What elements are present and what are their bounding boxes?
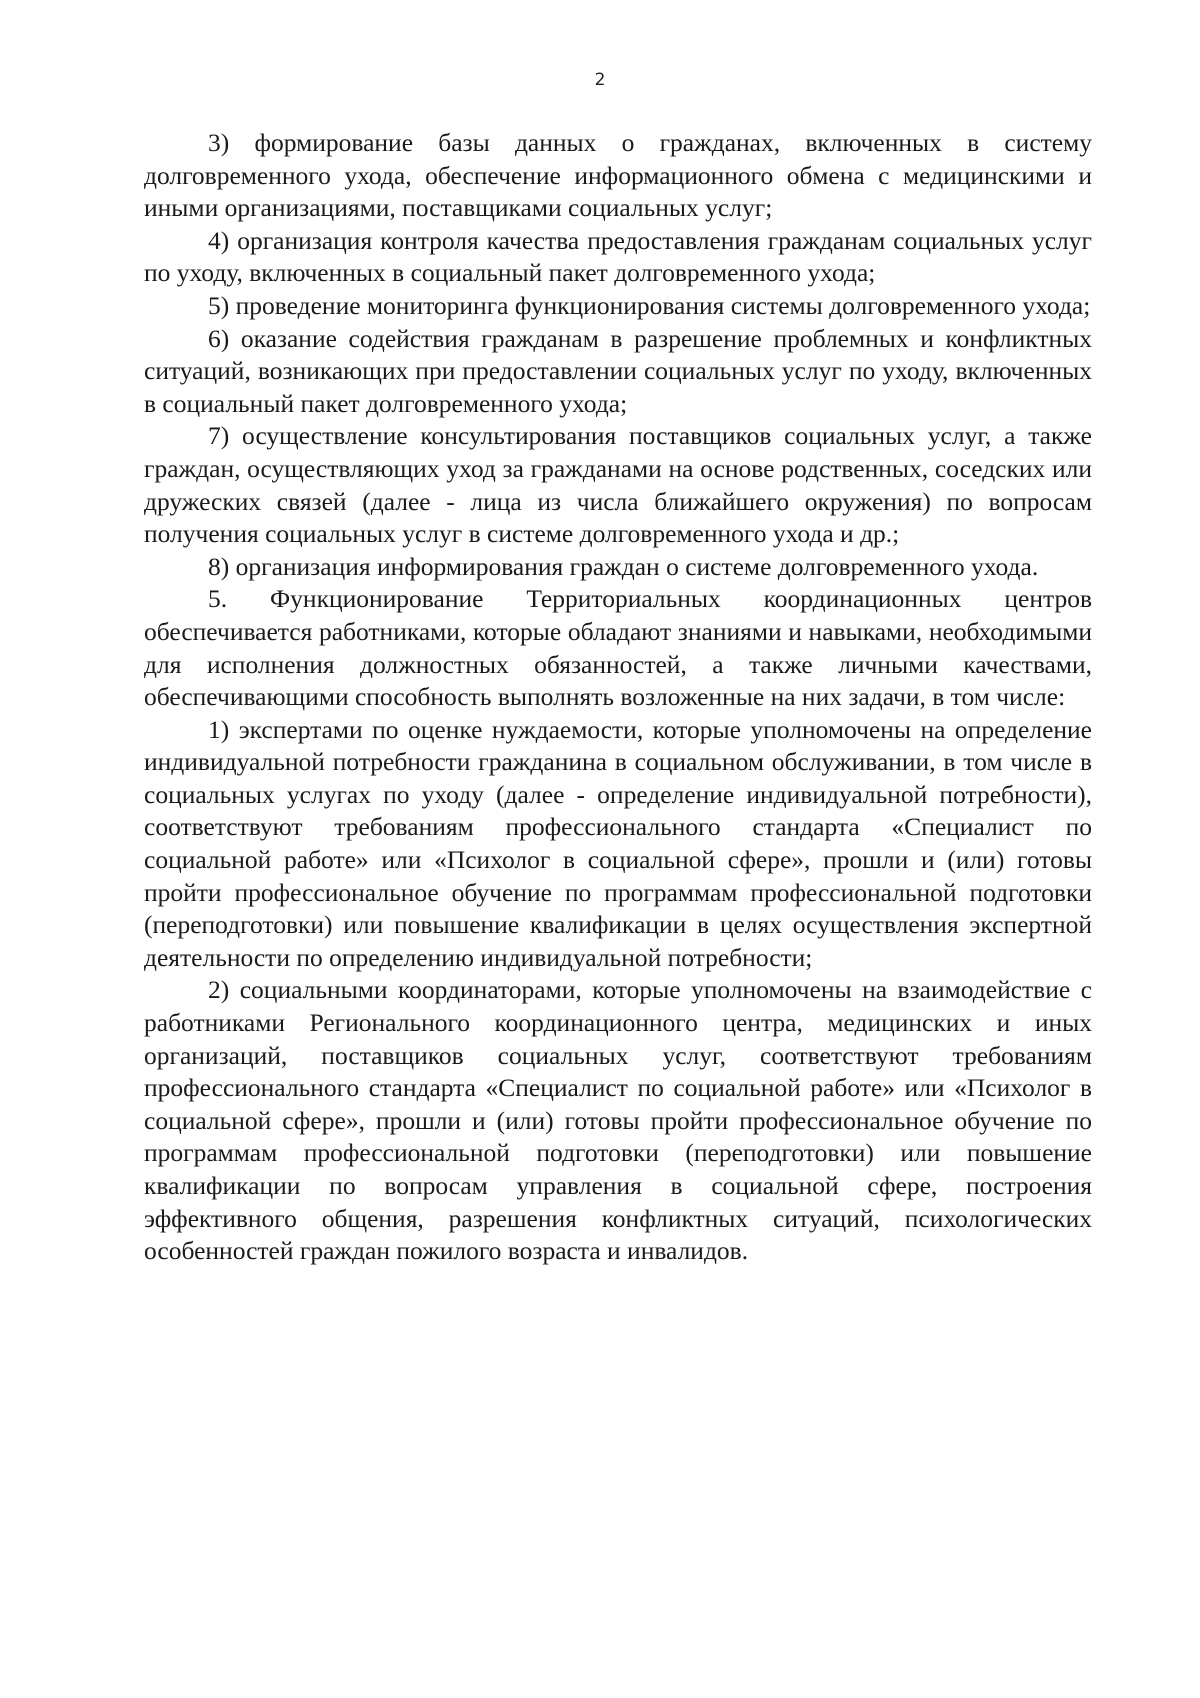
document-body	[144, 127, 1092, 1268]
paragraph-item-4: 4) организация контроля качества предоставления гражданам социальных услуг по уходу, включенных в социальный пакет долговременного ухода;	[144, 225, 1092, 288]
paragraph-item-7: 7) осуществление консультирования поставщиков социальных услуг, а также граждан, осуществляющих уход за гражданами на основе родственных, соседских или дружеских связей (далее - лица из числа ближайшего окружения) по вопросам получения социальных услуг в системе долговременного ухода и др.;	[144, 421, 1092, 549]
paragraph-item-6: 6) оказание содействия гражданам в разрешение проблемных и конфликтных ситуаций, возникающих при предоставлении социальных услуг по уходу, включенных в социальный пакет долговременного ухода;	[144, 323, 1092, 418]
paragraph-section-5: 5. Функционирование Территориальных координационных центров обеспечивается работниками, которые обладают знаниями и навыками, необходимыми для исполнения должностных обязанностей, а также личными качествами, обеспечивающими способность выполнять возложенные на них задачи, в том числе:	[144, 584, 1092, 712]
paragraph-item-8: 8) организация информирования граждан о системе долговременного ухода.	[208, 551, 1039, 581]
paragraph-subitem-1: 1) экспертами по оценке нуждаемости, которые уполномочены на определение индивидуальной потребности гражданина в социальном обслуживании, в том числе в социальных услугах по уходу (далее - определение индивидуальной потребности), соответствуют требованиям профессионального стандарта «Специалист по социальной работе» или «Психолог в социальной сфере», прошли и (или) готовы пройти профессиональное обучение по программам профессиональной подготовки (переподготовки) или повышение квалификации в целях осуществления экспертной деятельности по определению индивидуальной потребности;	[144, 714, 1092, 972]
page-number: 2	[594, 70, 606, 90]
paragraph-subitem-2: 2) социальными координаторами, которые уполномочены на взаимодействие с работниками Регионального координационного центра, медицинских и иных организаций, поставщиков социальных услуг, соответствуют требованиям профессионального стандарта «Специалист по социальной работе» или «Психолог в социальной сфере», прошли и (или) готовы пройти профессиональное обучение по программам профессиональной подготовки (переподготовки) или повышение квалификации по вопросам управления в социальной сфере, построения эффективного общения, разрешения конфликтных ситуаций, психологических особенностей граждан пожилого возраста и инвалидов.	[144, 975, 1092, 1266]
paragraph-item-3: 3) формирование базы данных о гражданах, включенных в систему долговременного ухода, обеспечение информационного обмена с медицинскими и иными организациями, поставщиками социальных услуг;	[144, 128, 1092, 223]
paragraph-item-5: 5) проведение мониторинга функционирования системы долговременного ухода;	[208, 290, 1091, 320]
